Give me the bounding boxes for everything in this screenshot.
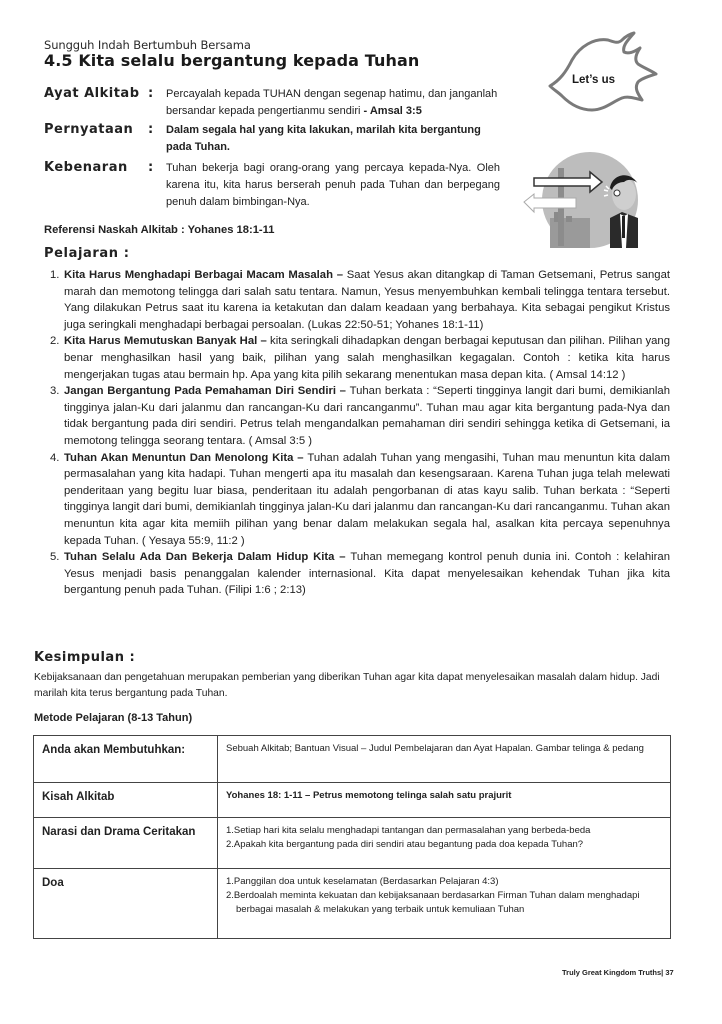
row-line: 1.Setiap hari kita selalu menghadapi tantangan dan permasalahan yang berbeda-beda (226, 825, 591, 836)
lesson-item (50, 267, 670, 333)
row-label: Doa (34, 869, 218, 939)
kebenaran-text: Tuhan bekerja bagi orang-orang yang percaya kepada-Nya. Oleh karena itu, kita harus berserah penuh pada Tuhan dan berpegang penuh dalam bimbingan-Nya. (166, 162, 500, 208)
lesson-text: Tuhan berkata : “Seperti tingginya langit dari bumi, demikianlah tingginya jalan-Ku dari jalanmu dan rancangan-Ku dari rancanganmu”. Tuhan mau agar kita bergantung pada-Nya dan tidak bergantung pada diri sendiri. Petrus telah mengandalkan pemahaman diri sendiri sehingga ketika di Getsemani, ia memotong telingga seorang tentara. ( Amsal 3:5 ) (64, 385, 671, 447)
colon: : (148, 160, 154, 175)
lesson-title: Tuhan Selalu Ada Dan Bekerja Dalam Hidup Kita – (64, 551, 351, 564)
table-row (34, 783, 671, 818)
lets-us-badge (546, 30, 676, 112)
lets-us-label: Let’s us (572, 74, 616, 86)
metode-table (33, 735, 671, 939)
row-value (218, 869, 671, 939)
ayat-alkitab-text (166, 86, 506, 120)
lesson-text: Tuhan memegang kontrol penuh dunia ini. Contoh : kelahiran Yesus menjadi basis penanggalan kalender internasional. Kita dapat menyelesaikan kehendak Tuhan jika kita bergantung penuh pada Tuhan. (Filipi 1:6 ; 2:13) (64, 551, 670, 597)
table-row (34, 869, 671, 939)
lesson-text: Saat Yesus akan ditangkap di Taman Getsemani, Petrus sangat marah dan memotong telingga dari salah satu tentara. Namun, Yesus menyembuhkan kembali telingga tentara tersebut. Yang dilakukan Petrus saat itu karena ia ketakutan dan dalam keadaan yang berbahaya. Kita sebagai pengikut Kristus juga seringkali menghadapi berbagai persoalan. (Lukas 22:50-51; Yohanes 18:1-11) (64, 269, 671, 331)
lesson-number: 2. (50, 335, 60, 348)
lesson-text: Tuhan adalah Tuhan yang mengasihi, Tuhan mau menuntun kita dalam permasalahan yang kita hadapi. Tuhan mengerti apa itu masalah dan kesengsaraan. Karena Tuhan juga telah melewati penderitaan yang begitu luar biasa, penderitaan itu adalah pengorbanan di atas kayu salib. Tuhan berkata : “Seperti tingginya langit dari bumi, demikianlah tingginya jalan-Ku dari jalanmu dan rancangan-Ku dari rancanganmu. Tuhan akan menuntun kita agar kita memiih pilihan yang benar dalam melakukan segala hal, asalkan kita percaya sepenuhnya kepada Tuhan. ( Yesaya 55:9, 11:2 ) (64, 451, 670, 547)
kesimpulan-heading: Kesimpulan : (34, 650, 136, 665)
row-line: 2.Berdoalah meminta kekuatan dan kebijaksanaan berdasarkan Firman Tuhan dalam menghadapi berbagai masalah & melakukan yang terbaik untuk kemuliaan Tuhan (226, 890, 640, 915)
row-value (218, 783, 671, 818)
lesson-title: Kita Harus Memutuskan Banyak Hal – (64, 335, 271, 348)
ayat-alkitab-label: Ayat Alkitab (44, 86, 140, 101)
lesson-title: Kita Harus Menghadapi Berbagai Macam Masalah – (64, 269, 347, 281)
lesson-number: 3. (50, 385, 60, 398)
lesson-item (50, 450, 670, 550)
lesson-number: 4. (50, 451, 60, 464)
pernyataan-row (44, 122, 486, 156)
ayat-alkitab-row (44, 86, 506, 120)
colon: : (148, 122, 154, 137)
kebenaran-label: Kebenaran (44, 160, 128, 175)
lesson-item (50, 549, 670, 599)
ayat-reference: - Amsal 3:5 (363, 105, 422, 117)
kesimpulan-text: Kebijaksanaan dan pengetahuan merupakan pemberian yang diberikan Tuhan agar kita dapat menyelesaikan masalah dalam hidup. Jadi marilah kita terus bergantung pada Tuhan. (34, 672, 660, 699)
row-line: 2.Apakah kita bergantung pada diri sendiri atau begantung pada doa kepada Tuhan? (226, 839, 584, 850)
row-line: 1.Panggilan doa untuk keselamatan (Berdasarkan Pelajaran 4:3) (226, 876, 499, 887)
lesson-item (50, 383, 670, 449)
pernyataan-text: Dalam segala hal yang kita lakukan, marilah kita bergantung pada Tuhan. (166, 124, 481, 153)
page-footer: Truly Great Kingdom Truths| 37 (562, 968, 674, 977)
page-subtitle: Sungguh Indah Bertumbuh Bersama (44, 38, 251, 52)
lesson-text: kita seringkali dihadapkan dengan berbagai keputusan dan pilihan. Pilihan yang benar menghasilkan hasil yang baik, pilihan yang salah menghasilkan kegagalan. Contoh : ketika kita harus mengerjakan tugas atau bermain hp. Apa yang kita pilih sekarang menentukan masa depan kita. ( Amsal 14:12 ) (64, 335, 670, 381)
row-line: Sebuah Alkitab; Bantuan Visual – Judul Pembelajaran dan Ayat Hapalan. Gambar telinga & pedang (226, 743, 644, 754)
lesson-title: Jangan Bergantung Pada Pemahaman Diri Sendiri – (64, 385, 350, 398)
dove-outline-icon (546, 30, 676, 112)
metode-heading: Metode Pelajaran (8-13 Tahun) (34, 712, 193, 724)
ayat-verse: Percayalah kepada TUHAN dengan segenap hatimu, dan janganlah bersandar kepada pengertianmu sendiri (166, 88, 498, 117)
row-label: Kisah Alkitab (34, 783, 218, 818)
row-value (218, 818, 671, 869)
row-label: Anda akan Membutuhkan: (34, 736, 218, 783)
lesson-title: Tuhan Akan Menuntun Dan Menolong Kita – (64, 451, 308, 464)
pelajaran-heading: Pelajaran : (44, 246, 130, 261)
scripture-reference: Referensi Naskah Alkitab : Yohanes 18:1-11 (44, 224, 275, 236)
kebenaran-row (44, 160, 500, 211)
row-value (218, 736, 671, 783)
page-title: 4.5 Kita selalu bergantung kepada Tuhan (44, 51, 420, 70)
lesson-list (50, 267, 670, 599)
row-line: Yohanes 18: 1-11 – Petrus memotong telinga salah satu prajurit (226, 790, 512, 801)
man-with-direction-signs-illustration (510, 148, 650, 248)
lesson-item (50, 333, 670, 383)
table-row (34, 818, 671, 869)
table-row (34, 736, 671, 783)
lesson-number: 5. (50, 551, 60, 564)
colon: : (148, 86, 154, 101)
row-label: Narasi dan Drama Ceritakan (34, 818, 218, 869)
pernyataan-label: Pernyataan (44, 122, 134, 137)
lesson-number: 1. (50, 269, 60, 281)
